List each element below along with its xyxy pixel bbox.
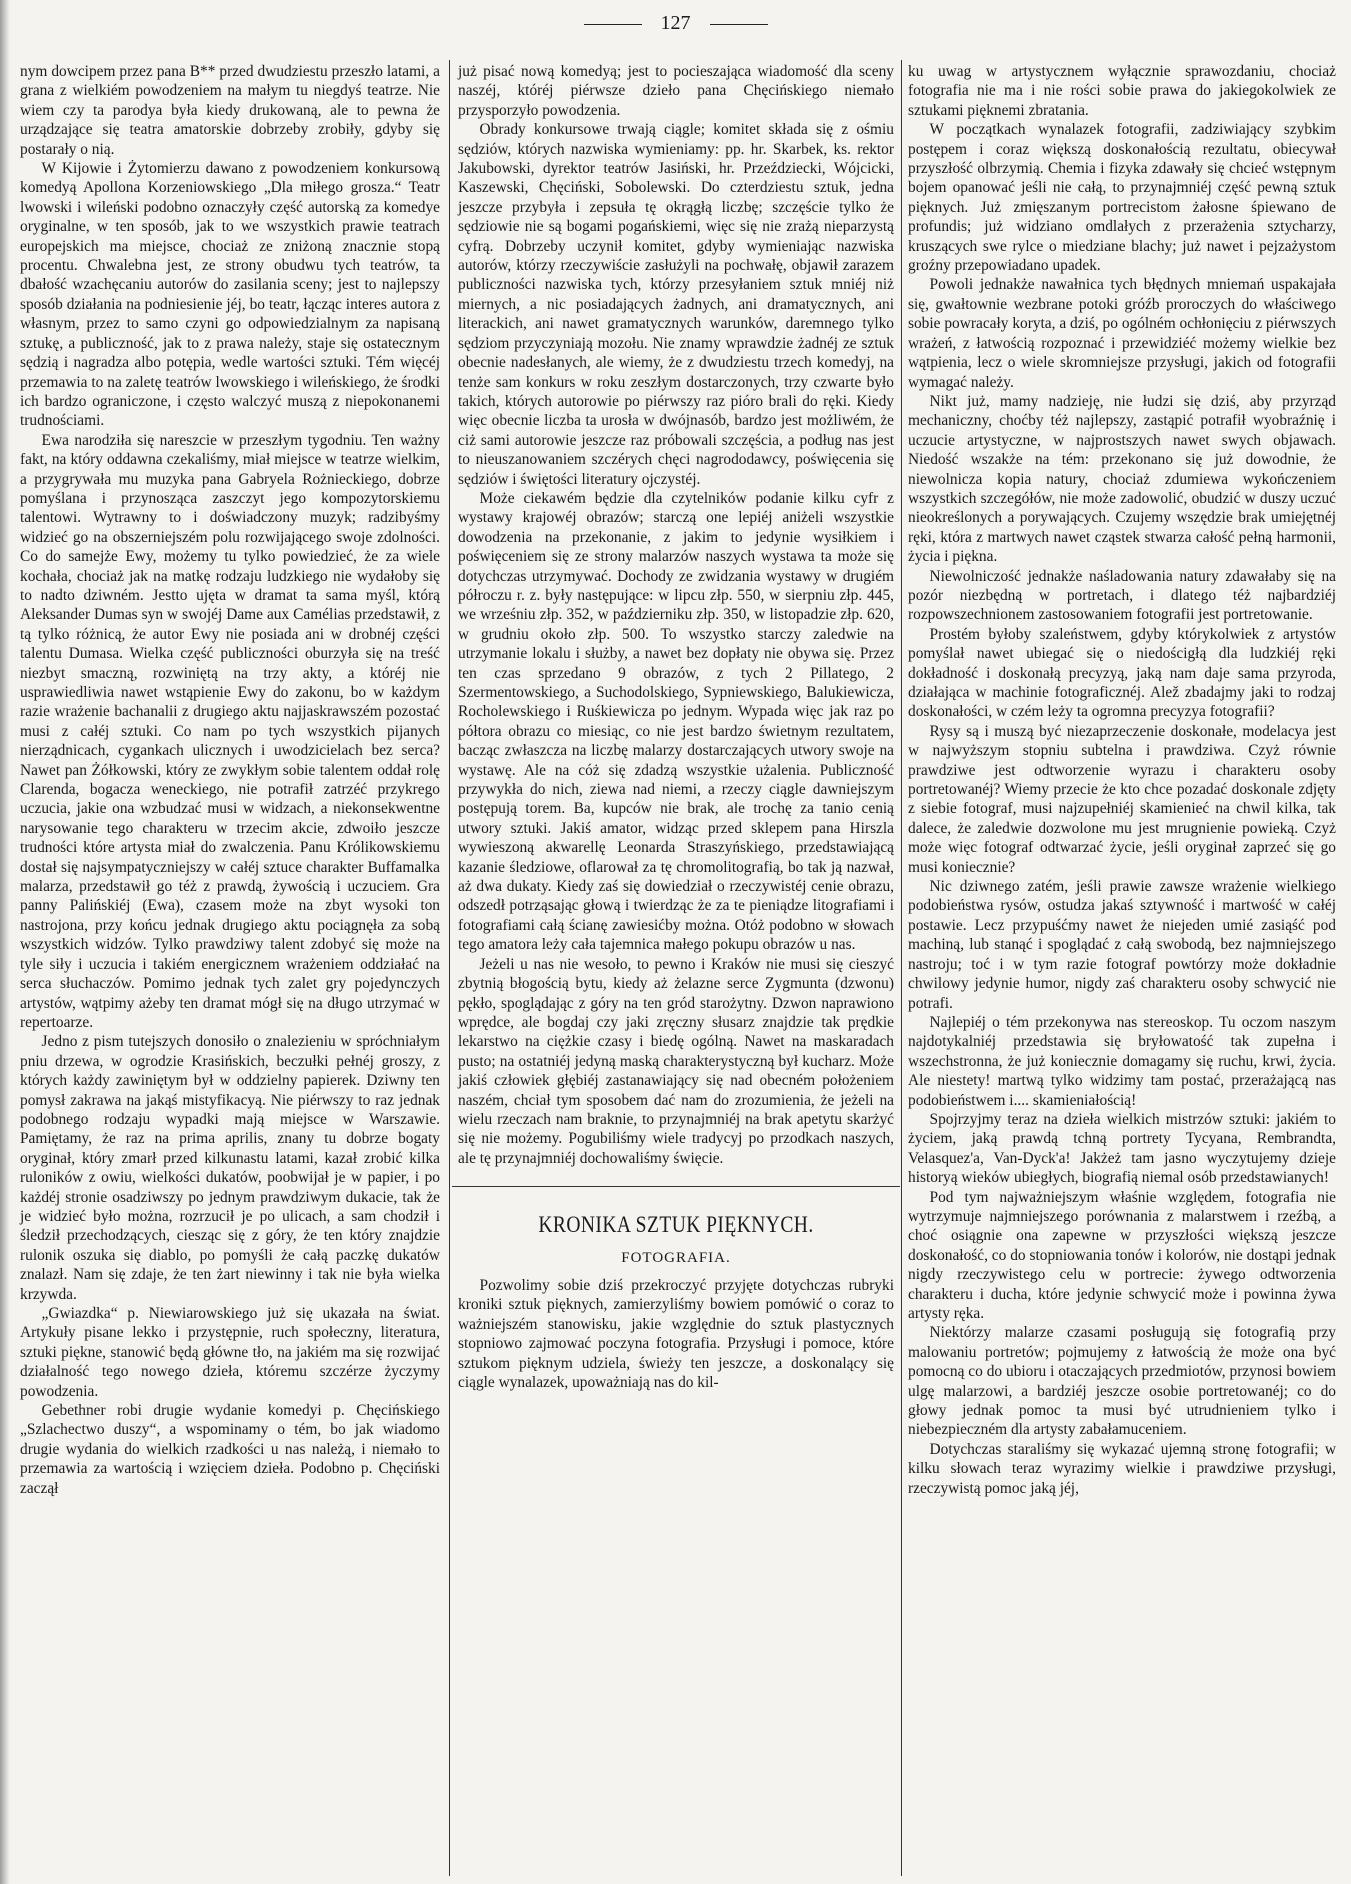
section-subtitle: FOTOGRAFIA. [621,1249,731,1266]
article-paragraph: Obrady konkursowe trwają ciągle; komitet składa się z ośmiu sędziów, których nazwiska wymieniamy: pp. hr. Skarbek, ks. rektor Jakubowski, dyrektor teatrów Jasiński, hr. Przeździecki, Wójcicki, Kaszewski, Chęciński, Sobolewski. Do czterdziestu sztuk, jedna jeszcze przybyła i zepsuła tę okrągłą liczbę; szczęście tylko że sędziowie nie są bogami pogańskiemi, więc się nie zrażą nieparzystą cyfrą. Dobrzeby uczynił komitet, gdyby wymieniając nazwiska autorów, którzy rzeczywiście zasłużyli na pochwałę, objawił zarazem publiczności nazwiska tych, którzy przesyłaniem sztuk mniéj niż miernych, a nic posiadających żadnych, ani dramatycznych, ani literackich, ani nawet gramatycznych warunków, daremnego tylko sędziom przyczyniają mozołu. Nie znamy wprawdzie żadnéj ze sztuk obecnie nadesłanych, ale wiemy, że z dwudziestu trzech komedyj, na tenże sam konkurs w roku zeszłym dostarczonych, trzy czwarte było takich, których autorowie po piérwszy raz pióro brali do ręki. Kiedy więc obecnie liczba ta urosła w dwójnasób, bardzo jest możliwém, że ciż sami autorowie jeszcze raz próbowali szczęścia, a podług nas jest to nieuszanowaniem szczérych chęci nagrododawcy, poświęcenia się sędziów i świętości literatury ojczystéj. [458,121,894,488]
article-paragraph: Powoli jednakże nawałnica tych błędnych mniemań uspakajała się, gwałtownie wezbrane potoki gróźb proroczych do właściwego sobie powracały koryta, a dziś, po ogólném ochłonięciu z piérwszych wrażeń, z łatwością rozpoznać i przewidziéć możemy wielkie bez wątpienia, lecz o wiele skromniejsze przysługi, jakich od fotografii wymagać należy. [908,276,1336,391]
article-paragraph: Gebethner robi drugie wydanie komedyi p. Chęcińskiego „Szlachectwo duszy“, a wspominamy o tém, bo jak wiadomo drugie wydania do wielkich rzadkości u nas należą, i niemało to przemawia za wartością i wzięciem dzieła. Podobno p. Chęciński zaczął [20,1402,440,1497]
page-number: 127 [660,12,691,34]
article-paragraph: Rysy są i muszą być niezaprzeczenie doskonałe, modelacya jest w najwyższym stopniu subtelna i prawdziwa. Czyż równie prawdziwe jest odtworzenie wyrazu i charakteru osoby portretowanéj? Wiemy przecie że kto chce pozadać doskonale zdjęty z siebie fotograf, musi najzupełniéj skamienieć na chwil kilka, tak dalece, że zaledwie dozwolone mu jest mrugnienie powieką. Czyż może więc fotograf odtwarzać życie, jeśli oryginał zaprzeć się go musi koniecznie? [908,722,1336,876]
scan-edge-shadow [0,0,10,1884]
article-paragraph: Jeżeli u nas nie wesoło, to pewno i Kraków nie musi się cieszyć zbytnią błogością bytu, kiedy aż żelazne serce Zygmunta (dzwonu) pękło, spoglądając z góry na ten gród starożytny. Dzwon naprawiono wprędce, ale bogdaj czy jaki zręczny słusarz znajdzie tak prędkie lekarstwo na ciężkie czasy i biedę ogólną. Nawet na maskaradach pusto; na ostatniéj jedyną maską charakterystyczną był kucharz. Może jakiś człowiek głębiéj zastanawiający się nad obecném położeniem naszém, chciał tym sposobem dać nam do zrozumienia, że jeżeli na wielu rzeczach nam braknie, to przynajmniéj na brak apetytu skarżyć się nie możemy. Pogubiliśmy wiele tradycyj po przodkach naszych, ale tę przynajmniéj dochowaliśmy święcie. [458,955,894,1167]
article-paragraph: „Gwiazdka“ p. Niewiarowskiego już się ukazała na świat. Artykuły pisane lekko i przystępnie, ruch społeczny, literatura, sztuki piękne, stanowić będą główne tło, na jakiém ma się rozwijać działalność tego nowego dzieła, któremu szczérze życzymy powodzenia. [20,1305,440,1400]
article-paragraph: Dotychczas staraliśmy się wykazać ujemną stronę fotografii; w kilku słowach teraz wyrazimy wielkie i prawdziwe przysługi, rzeczywistą pomoc jaką jéj, [908,1440,1336,1497]
article-paragraph: nym dowcipem przez pana B** przed dwudziestu przeszło latami, a grana z wielkiém powodzeniem na małym tu niegdyś teatrze. Nie wiem czy ta parodya była kiedy drukowaną, ale to pewna że urządzające się teatra amatorskie dobrzeby zrobiły, gdyby się postarały o nią. [20,63,440,158]
article-paragraph: Niewolniczość jednakże naśladowania natury zdawałaby się na pozór niezbędną w portretach, i dlatego téż najbardziéj rozpowszechnionem zastosowaniem fotografii jest portretowanie. [908,567,1336,624]
column-3 [908,62,1336,1498]
header-rule-left [584,24,642,25]
header-rule-right [710,24,768,25]
article-paragraph: W początkach wynalazek fotografii, zadziwiający szybkim postępem i coraz większą doskonałością rezultatu, obiecywał przyszłość olbrzymią. Chemia i fizyka zdawały się chcieć wstępnym bojem opanować jeśli nie całą, to przynajmniéj część pewną sztuk pięknych. Już zmięszanym portrecistom żałosne śpiewano de profundis; już widziano omdlałych z przerażenia sztycharzy, kruszących swe rylce o miedziane blachy; już nawet i pejzażystom groźny przepowiadano upadek. [908,121,1336,275]
column-1 [20,62,440,1498]
section-divider [452,1186,900,1187]
section-paragraphs [458,1276,894,1392]
column-2-paragraphs [458,62,894,1168]
page-header [0,12,1351,35]
article-paragraph: Prostém byłoby szaleństwem, gdyby którykolwiek z artystów pomyślał nawet ubiegać się o niedościgłą dla ludzkiéj ręki dokładność i doskonałą precyzyą, jaką nam daje sama przyroda, działająca w machinie fotograficznéj. Alež zbadajmy jaki to rodzaj doskonałości, w czém leży ta ogromna precyzya fotografii? [908,625,1336,721]
article-paragraph: Pozwolimy sobie dziś przekroczyć przyjęte dotychczas rubryki kroniki sztuk pięknych, zamierzyliśmy bowiem pomówić o coraz to ważniejszém stanowisku, jakie względnie do sztuk plastycznych stopniowo zajmować poczyna fotografia. Przysługi i pomoce, które sztukom pięknym udziela, świeży ten jeszcze, a doskonalący się ciągle wynalazek, upoważniają nas do kil- [458,1276,894,1391]
article-paragraph: Pod tym najważniejszym właśnie względem, fotografia nie wytrzymuje najmniejszego porównania z malarstwem i rzeźbą, a choć osiągnie ona zapewne w przyszłości większą jeszcze doskonałość, co do stopniowania tonów i kolorów, nie dostąpi jednak nigdy rzeczywistego celu w portrecie: żywego odtworzenia charakteru i ducha, które jedynie schwycić może i powinna żywa artysty ręka. [908,1188,1336,1322]
section-title: KRONIKA SZTUK PIĘKNYCH. [538,1212,814,1238]
article-paragraph: już pisać nową komedyą; jest to pocieszająca wiadomość dla sceny naszéj, któréj piérwsze dzieło pana Chęcińskiego niemało przysporzyło powodzenia. [458,63,894,119]
article-paragraph: Jedno z pism tutejszych donosiło o znalezieniu w spróchniałym pniu drzewa, w ogrodzie Krasińskich, beczułki pełnéj groszy, z których każdy zawiniętym był w oddzielny papierek. Dziwny ten pomysł zakrawa na jakąś mistyfikacyą. Nie piérwszy to raz jednak podobnego rodzaju wypadki mają miejsce w Warszawie. Pamiętamy, że raz na prima aprilis, znany tu dobrze bogaty oryginał, który zmarł przed kilkunastu latami, kazał zrobić kilka ruloników z owiu, wielkości dukatów, poobwijał je w papier, i po każdéj stronie osadziwszy po jednym prawdziwym dukacie, tak że je widzieć było można, rozrzucił je po ulicach, a sam chodził i śledził przechodzących, ciesząc się z góry, że ten który znajdzie rulonik oszuka się diablo, po pomyśli że całą paczkę dukatów znalazł. Nam się zdaje, że ten żart niewinny i tak nie była wielka krzywda. [20,1033,440,1303]
article-paragraph: W Kijowie i Żytomierzu dawano z powodzeniem konkursową komedyą Apollona Korzeniowskiego „Dla miłego grosza.“ Teatr lwowski i wileński podobno oznaczyły część autorską za komedye oryginalne, w ten sposób, jak to we wszystkich prawie teatrach europejskich ma miejsce, chociaż ze zniżoną znacznie stopą procentu. Chwalebna jest, ze strony obudwu tych teatrów, ta dbałość wzachęcaniu autorów do zasilania sceny; jest to najlepszy sposób działania na podniesienie jéj, bo teatr, łącząc interes autora z własnym, przez to samo czyni go odpowiedzialnym za napisaną sztukę, a publiczność, jak to z prawa należy, staje się ostatecznym sędzią i nagradza albo potępia, wedle wartości sztuki. Tém więcéj przemawia to na zaletę teatrów lwowskiego i wileńskiego, że środki ich bardzo ograniczone, i często walczyć muszą z niepokonanemi trudnościami. [20,160,440,430]
article-paragraph: Może ciekawém będzie dla czytelników podanie kilku cyfr z wystawy krajowéj obrazów; starczą one lepiéj aniżeli wszystkie dowodzenia na przekonanie, z jakim to jedynie wysiłkiem i poświęceniem się ze strony malarzów naszych wystawa ta może się dotychczas utrzymywać. Dochody ze zwidzania wystawy w drugiém półroczu r. z. były następujące: w lipcu złp. 550, w sierpniu złp. 445, we wrześniu złp. 352, w październiku złp. 350, w listopadzie złp. 620, w grudniu około złp. 500. To wszystko starczy zaledwie na utrzymanie lokalu i służby, a nawet bez dopłaty nie obywa się. Przez ten czas sprzedano 9 obrazów, z tych 2 Pillatego, 2 Szermentowskiego, a Suchodolskiego, Sypniewskiego, Balukiewicza, Rocholewskiego i Ruśkiewicza po jednym. Wypada więc jak raz po półtora obrazu co miesiąc, co nie jest bardzo świetnym rezultatem, bacząc zwłaszcza na liczbę malarzy dostarczających utwory swoje na wystawę. Ale na cóż się zdadzą wszystkie użalenia. Publiczność przywykła do nich, ziewa nad niemi, a rzeczy ciągle dawniejszym postępują torem. Ba, kupców nie brak, ale trochę za tanio cenią utwory sztuki. Jakiś amator, widząc przed sklepem pana Hirszla wywieszoną akwarellę Leonarda Straszyńskiego, przedstawiającą kazanie śledziowe, oflarował za tę chromolitografią, bo tak ją nazwał, aż dwa dukaty. Kiedy zaś się dowiedział o rzeczywistéj cenie obrazu, odszedł potrząsając głową i twierdząc że za te pieniądze litografiami i fotografiami całą ścianę zawiesićby można. Otóż podobno w słowach tego amatora leży cała tajemnica małego pokupu obrazów u nas. [458,489,894,954]
article-paragraph: Nikt już, mamy nadzieję, nie łudzi się dziś, aby przyrząd mechaniczny, choćby téż najlepszy, zastąpić potrafił wyobraźnię i uczucie artystyczne, w najprostszych nawet swych objawach. Niedość wszakże na tém: przekonano się już dowodnie, że niewolnicza kopia natury, chociaż zdumiewa wykończeniem wszystkich szczegółów, nie może zadowolić, obudzić w duszy uczuć nieokreślonych a porywających. Czujemy wszędzie brak umiejętnéj ręki, która z martwych nawet cząstek stwarza całość pełną harmonii, życia i piękna. [908,392,1336,566]
column-2 [458,62,894,1392]
article-paragraph: Nic dziwnego zatém, jeśli prawie zawsze wrażenie wielkiego podobieństwa rysów, ostudza jakaś sztywność i martwość w całéj postawie. Lecz przypuśćmy nawet że niejeden umié zasiąść pod machiną, lub stanąć i spoglądać z całą swobodą, bez najmniejszego nastroju; toć i w tym razie fotograf powtórzy może dokładnie chwilowy jedynie humor, nigdy zaś charakteru osoby schwycić nie potrafi. [908,878,1336,1012]
article-paragraph: ku uwag w artystycznem wyłącznie sprawozdaniu, chociaż fotografia nie ma i nie rości sobie prawa do jakiegokolwiek ze sztukami pięknemi zbratania. [908,63,1336,119]
article-paragraph: Niektórzy malarze czasami posługują się fotografią przy malowaniu portretów; pojmujemy z łatwością że może ona być pomocną co do ubioru i otaczających przedmiotów, przynosi bowiem ulgę malarzowi, a bardziéj jeszcze osobie portretowanéj; co do głowy jednak pomoc ta musi być utrudnieniem tylko i niebezpieczném dla artysty zabałamuceniem. [908,1324,1336,1439]
column-divider [901,60,902,1876]
article-paragraph: Ewa narodziła się nareszcie w przeszłym tygodniu. Ten ważny fakt, na który oddawna czekaliśmy, miał miejsce w teatrze wielkim, a przygrywała mu muzyka pana Gabryela Rożnieckiego, dobrze pomyślana i przynosząca zaszczyt jego kompozytorskiemu talentowi. Wytrawny to i doświadczony muzyk; radzibyśmy widzieć go na obszerniejszém polu rozwijającego swoje zdolności. Co do samejże Ewy, możemy tu tylko powiedzieć, że za wiele kochała, chociaż jak na matkę rodzaju ludzkiego nie wydałoby się to nadto dziwném. Jestto ujęta w dramat ta sama myśl, którą Aleksander Dumas syn w swojéj Dame aux Camélias przedstawił, z tą tylko różnicą, że autor Ewy nie posiada ani w drobnéj części talentu Dumasa. Wielka część publiczności oburzyła się na treść niezbyt smaczną, rozwiniętą na trzy akty, a któréj nie usprawiedliwia nawet wstąpienie Ewy do zakonu, bo w każdym razie wrażenie bachanalii z drugiego aktu najjaskrawszém pozostać musi z całéj sztuki. Co nam po tych wszystkich pijanych nierządnicach, cygankach ulicznych i uwodzicielach bez serca? Nawet pan Żółkowski, który ze zwykłym sobie talentem oddał rolę Clarenda, bogacza weneckiego, nie potrafił zatrzéć przykrego uczucia, jakie ona wzbudzać musi w widzach, a niekonsekwentne narysowanie tego charakteru w trzecim akcie, zdwoiło jeszcze trudności które artysta miał do zwalczenia. Panu Królikowskiemu dostał się najsympatyczniejszy w całéj sztuce charakter Buffamalka malarza, przedstawił go téż z prawdą, żywością i uczuciem. Gra panny Palińskiéj (Ewa), czasem może na zbyt wysoki ton nastrojona, przy końcu jednak drugiego aktu pociągnęła za sobą wszystkich widzów. Tylko prawdziwy talent zdobyć się może na tyle siły i uczucia i takiém energicznem wrażeniem oddziałać na serca słuchaczów. Pomimo jednak tych zalet gry pojedynczych artystów, wątpimy ażeby ten dramat mógł się na długo utrzymać w repertoarze. [20,431,440,1031]
article-paragraph: Spojrzyjmy teraz na dzieła wielkich mistrzów sztuki: jakiém to życiem, jaką prawdą tchną portrety Tycyana, Rembrandta, Velasquez'a, Van-Dyck'a! Jakżeż tam jasno wyczytujemy dzieje historyą wieków ubiegłych, biografią niemal osób przedstawianych! [908,1110,1336,1187]
article-paragraph: Najlepiéj o tém przekonywa nas stereoskop. Tu oczom naszym najdotykalniéj przedstawia się bryłowatość tak zupełna i wszechstronna, że już koniecznie domagamy się ruchu, krwi, życia. Ale niestety! martwą tylko widzimy tam postać, przerażającą nas podobieństwem i.... skamieniałością! [908,1013,1336,1109]
column-divider [449,60,450,1876]
